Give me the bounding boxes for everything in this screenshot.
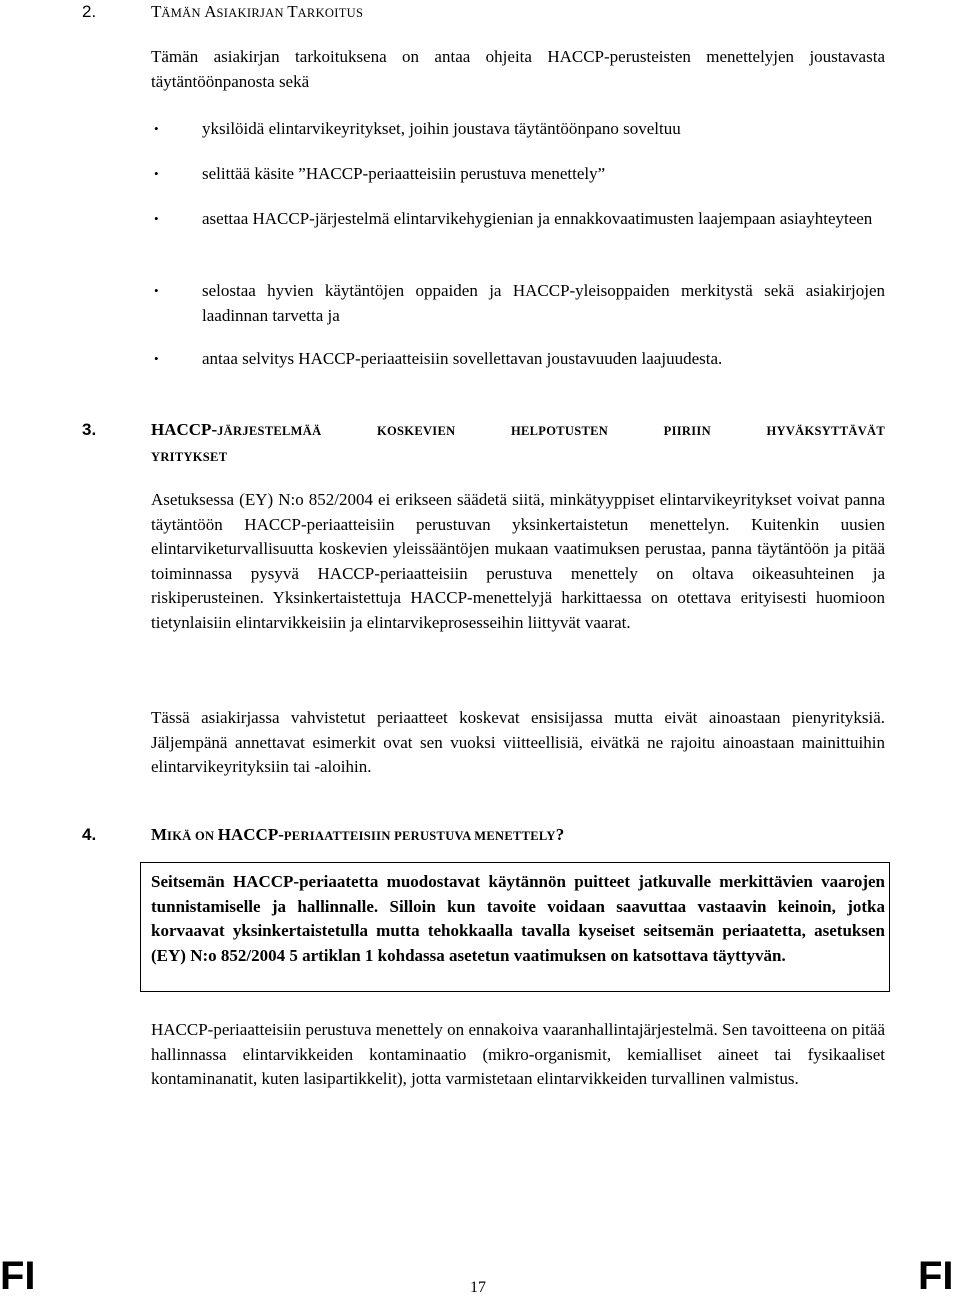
bullet-icon: • — [154, 121, 159, 136]
bullet-icon: • — [154, 283, 159, 298]
bullet-item-4: selostaa hyvien käytäntöjen oppaiden ja HACCP-yleisoppaiden merkitystä sekä asiakirjojen laadinnan tarvetta ja — [202, 281, 885, 325]
bullet-item-3: asettaa HACCP-järjestelmä elintarvikehygienian ja ennakkovaatimusten laajempaan asiayhteyteen — [202, 209, 873, 228]
section-2-intro: Tämän asiakirjan tarkoituksena on antaa ohjeita HACCP-perusteisten menettelyjen joustavasta täytäntöönpanosta sekä — [151, 47, 885, 91]
section-2-number: 2. — [82, 2, 97, 21]
bullet-item-2: selittää käsite ”HACCP-periaatteisiin perustuva menettely” — [202, 164, 606, 183]
bullet-icon: • — [154, 351, 159, 366]
page-number: 17 — [470, 1279, 486, 1296]
section-3-paragraph-2: Tässä asiakirjassa vahvistetut periaatteet koskevat ensisijassa mutta eivät ainoastaan pienyrityksiä. Jäljempänä annettavat esimerkit ovat sen vuoksi viitteellisiä, eivätkä ne rajoitu ainoastaan mainittuihin elintarvikeyrityksiin tai -aloihin. — [151, 708, 885, 776]
footer-language-left: FI — [0, 1254, 36, 1298]
section-2-title: TÄMÄN ASIAKIRJAN TARKOITUS — [151, 2, 364, 21]
section-4-title: MIKÄ ON HACCP-PERIAATTEISIIN PERUSTUVA MENETTELY? — [151, 825, 565, 844]
bullet-item-1: yksilöidä elintarvikeyritykset, joihin joustava täytäntöönpano soveltuu — [202, 119, 681, 138]
footer-language-right: FI — [918, 1254, 954, 1298]
bullet-item-5: antaa selvitys HACCP-periaatteisiin sovellettavan joustavuuden laajuudesta. — [202, 349, 723, 368]
section-3-paragraph-1: Asetuksessa (EY) N:o 852/2004 ei erikseen säädetä siitä, minkätyyppiset elintarvikeyritykset voivat panna täytäntöön HACCP-periaatteisiin perustuvan yksinkertaistetun menettelyn. Kuitenkin uusien elintarviketurvallisuutta koskevien yleissääntöjen mukaan vaatimuksen perustaa, panna täytäntöön ja pitää toiminnassa pysyvä HACCP-periaatteisiin perustuva menettely on oltava oikeasuhteinen ja riskiperusteinen. Yksinkertaistettuja HACCP-menettelyjä harkittaessa on otettava erityisesti huomioon tietynlaisiin elintarvikkeisiin ja elintarvikeprosesseihin liittyvät vaarat. — [151, 490, 885, 632]
highlight-box-text: Seitsemän HACCP-periaatetta muodostavat käytännön puitteet jatkuvalle merkittävien vaarojen tunnistamiselle ja hallinnalle. Silloin kun tavoite voidaan saavuttaa vastaavin keinoin, jotka korvaavat yksinkertaistetulla mutta tehokkaalla tavalla kyseiset seitsemän periaatetta, asetuksen (EY) N:o 852/2004 5 artiklan 1 kohdassa asetetun vaatimuksen on katsottava täyttyvän. — [151, 872, 885, 965]
section-4-paragraph-1: HACCP-periaatteisiin perustuva menettely on ennakoiva vaaranhallintajärjestelmä. Sen tavoitteena on pitää hallinnassa elintarvikkeiden kontaminaatio (mikro-organismit, kemialliset aineet tai fysikaaliset kontaminanatit, kuten lasipartikkelit), jotta varmistetaan elintarvikkeiden turvallinen valmistus. — [151, 1020, 885, 1088]
section-3-number: 3. — [82, 420, 97, 439]
bullet-icon: • — [154, 211, 159, 226]
section-3-title: HACCP-JÄRJESTELMÄÄ KOSKEVIEN HELPOTUSTEN PIIRIIN HYVÄKSYTTÄVÄT YRITYKSET — [151, 420, 885, 464]
bullet-icon: • — [154, 166, 159, 181]
section-4-number: 4. — [82, 825, 97, 844]
